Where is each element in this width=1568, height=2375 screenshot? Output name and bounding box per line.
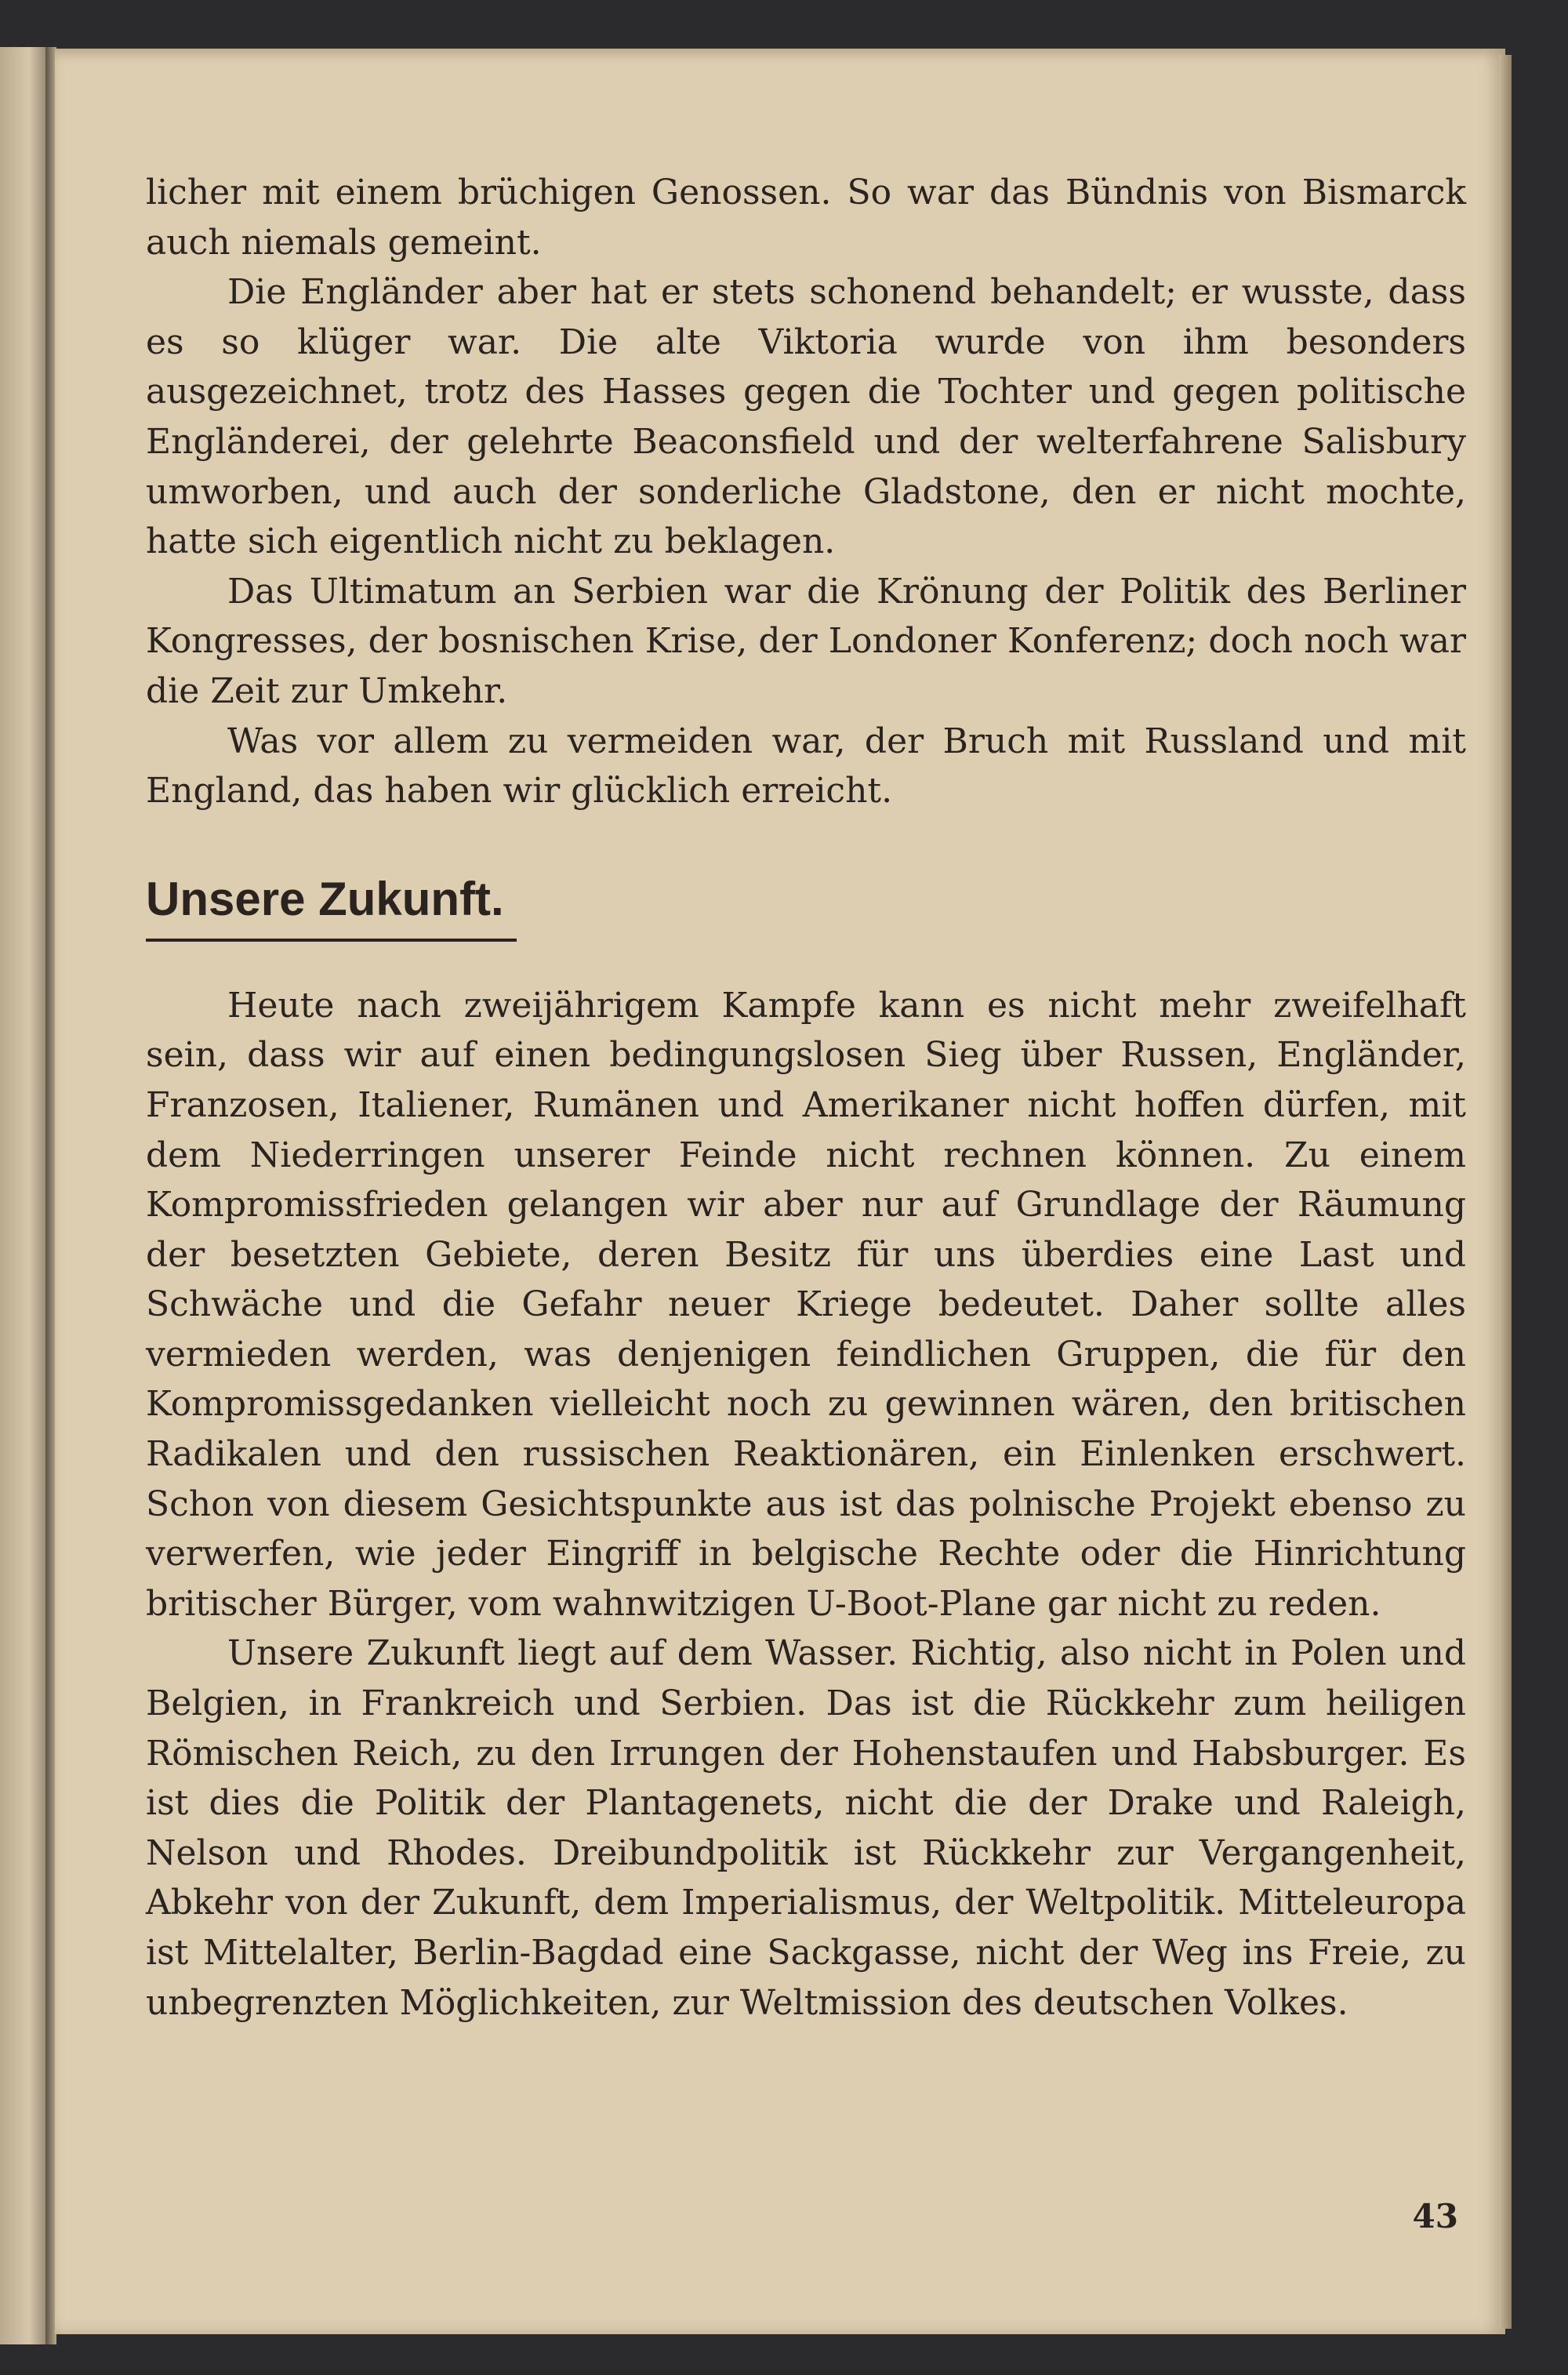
paragraph: Die Engländer aber hat er stets schonend behandelt; er wusste, dass es so klüger war. Die alte Viktoria wurde von ihm besonders ausgezeichnet, trotz des Hasses gegen die Tochter und gegen politische Engländerei, der gelehrte Beaconsfield und der welterfahrene Salisbury umworben, und auch der sonderliche Gladstone, den er nicht mochte, hatte sich eigentlich nicht zu beklagen. xyxy=(146,272,1466,562)
paragraph-continued: licher mit einem brüchigen Genossen. So war das Bündnis von Bismarck auch niemals gemeint. xyxy=(146,172,1466,263)
paragraph: Das Ultimatum an Serbien war die Krönung der Politik des Berliner Kongresses, der bosnischen Krise, der Londoner Konferenz; doch noch war die Zeit zur Umkehr. xyxy=(146,571,1466,711)
facing-page-edge xyxy=(0,47,49,2344)
book-page xyxy=(55,49,1505,2334)
paragraph: Heute nach zweijährigem Kampfe kann es nicht mehr zweifelhaft sein, dass wir auf einen bedingungslosen Sieg über Russen, Engländer, Franzosen, Italiener, Rumänen und Amerikaner nicht hoffen dürfen, mit dem Niederringen unserer Feinde nicht rechnen können. Zu einem Kompromissfrieden gelangen wir aber nur auf Grundlage der Räumung der besetzten Gebiete, deren Besitz für uns überdies eine Last und Schwäche und die Gefahr neuer Kriege bedeutet. Daher sollte alles vermieden werden, was denjenigen feindlichen Gruppen, die für den Kompromissgedanken vielleicht noch zu gewinnen wären, den britischen Radikalen und den russischen Reaktionären, ein Einlenken erschwert. Schon von diesem Gesichtspunkte aus ist das polnische Projekt ebenso zu verwerfen, wie jeder Eingriff in belgische Rechte oder die Hinrichtung britischer Bürger, vom wahnwitzigen U-Boot-Plane gar nicht zu reden. xyxy=(146,985,1466,1624)
paragraph: Was vor allem zu vermeiden war, der Bruch mit Russland und mit England, das haben wir glücklich erreicht. xyxy=(146,721,1466,812)
page-number: 43 xyxy=(1412,2197,1458,2235)
paragraph: Unsere Zukunft liegt auf dem Wasser. Richtig, also nicht in Polen und Belgien, in Frankreich und Serbien. Das ist die Rückkehr zum heiligen Römischen Reich, zu den Irrungen der Hohenstaufen und Habsburger. Es ist dies die Politik der Plantagenets, nicht die der Drake und Raleigh, Nelson und Rhodes. Dreibundpolitik ist Rückkehr zur Vergangenheit, Abkehr von der Zukunft, dem Imperialismus, der Weltpolitik. Mitteleuropa ist Mittelalter, Berlin-Bagdad eine Sackgasse, nicht der Weg ins Freie, zu unbegrenzten Möglichkeiten, zur Weltmission des deutschen Volkes. xyxy=(146,1633,1466,2023)
page-text-body xyxy=(146,168,1466,2028)
page-right-edge xyxy=(1499,55,1512,2329)
section-heading: Unsere Zukunft. xyxy=(146,868,517,942)
